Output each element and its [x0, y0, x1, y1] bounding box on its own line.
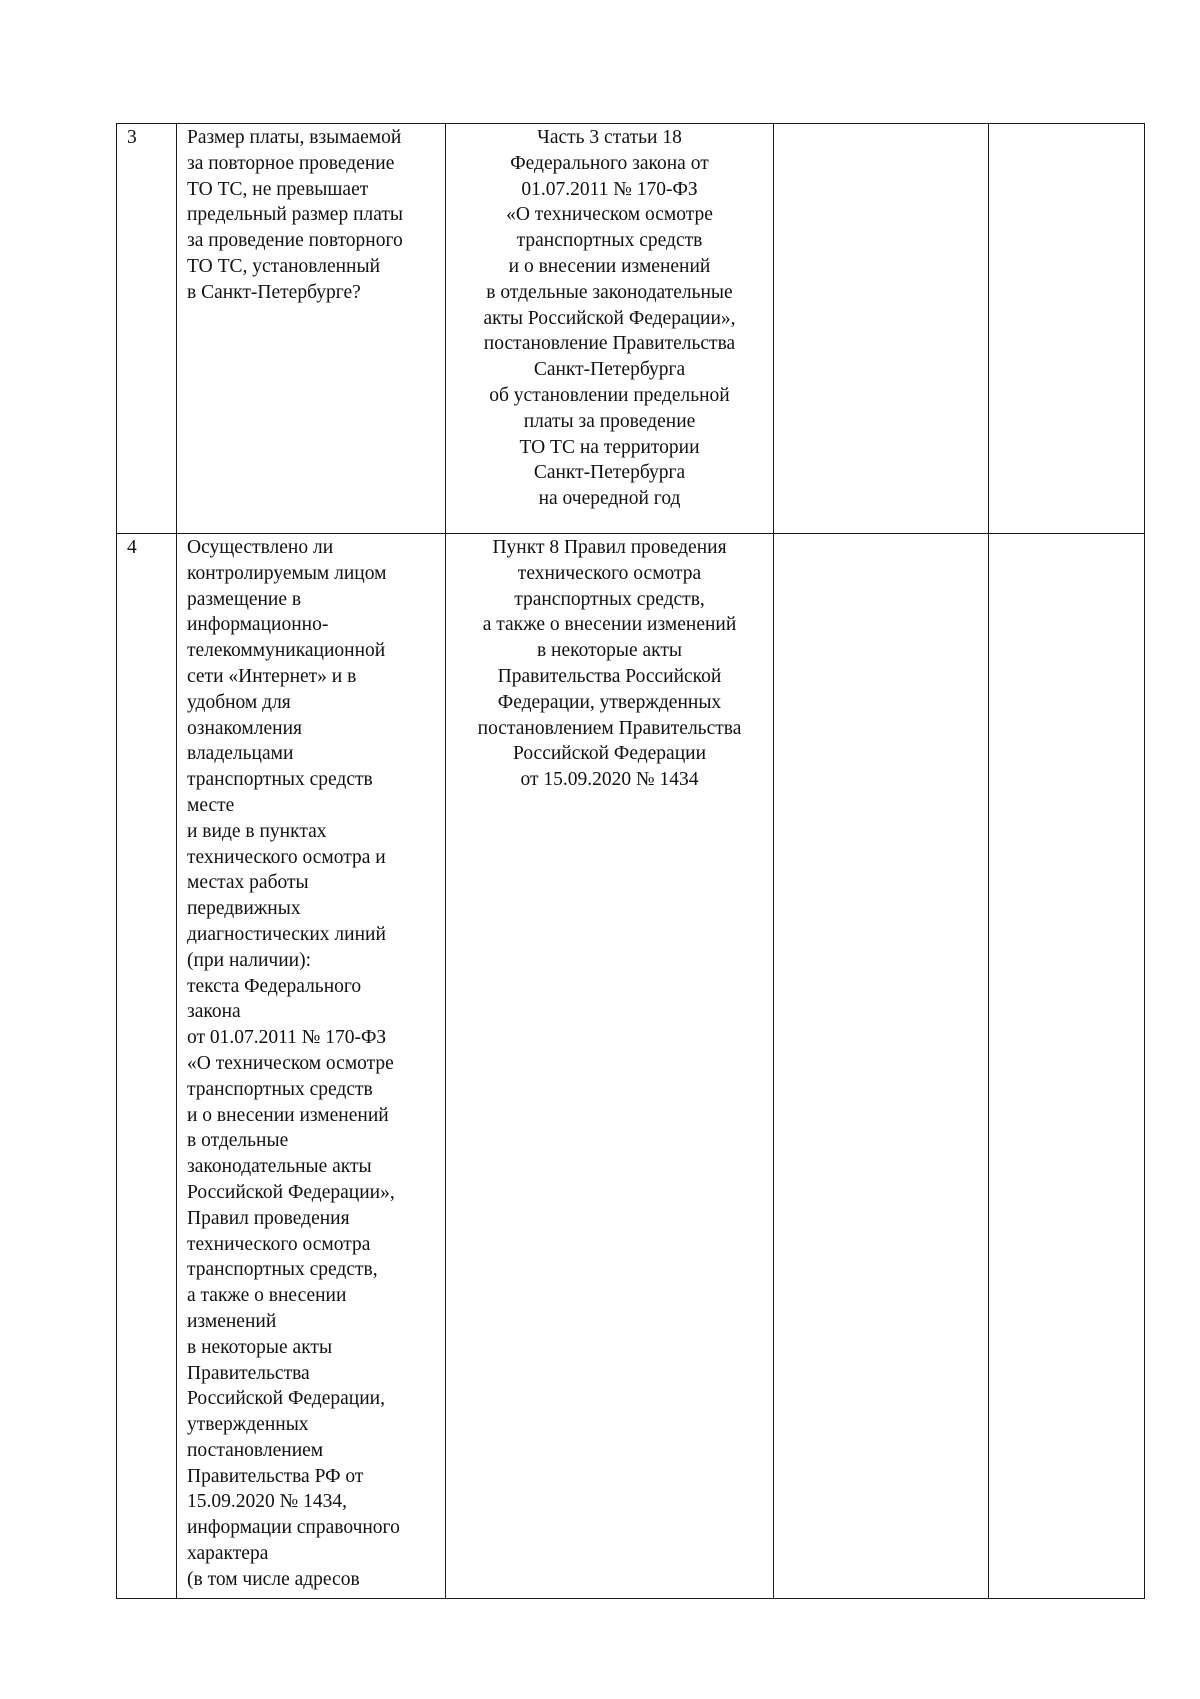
- text-line: от 15.09.2020 № 1434: [520, 769, 699, 791]
- text-line: технического осмотра и: [187, 846, 386, 868]
- table-row: [117, 534, 1145, 1599]
- text-line: 01.07.2011 № 170-ФЗ: [521, 178, 698, 200]
- text-line: Федерального закона от: [510, 152, 709, 174]
- text-line: постановление Правительства: [483, 333, 736, 355]
- text-line: акты Российской Федерации»,: [483, 307, 736, 329]
- text-line: об установлении предельной: [489, 384, 730, 406]
- text-line: в отдельные: [187, 1130, 289, 1152]
- text-line: Пункт 8 Правил проведения: [492, 537, 727, 558]
- text-line: Размер платы, взымаемой: [187, 127, 402, 148]
- note-cell: [989, 534, 1145, 1599]
- legal-reference-cell: [446, 534, 774, 1599]
- text-line: контролируемым лицом: [187, 562, 387, 584]
- text-line: ТО ТС, установленный: [187, 255, 381, 277]
- text-line: характера: [187, 1543, 269, 1565]
- row-number-cell: [117, 124, 177, 534]
- text-line: транспортных средств: [187, 1078, 373, 1100]
- text-line: текста Федерального: [187, 975, 362, 997]
- text-line: от 01.07.2011 № 170-ФЗ: [187, 1027, 387, 1049]
- text-line: на очередной год: [538, 488, 681, 510]
- text-line: и о внесении изменений: [187, 1104, 389, 1126]
- text-line: Правительства РФ от: [187, 1465, 364, 1487]
- text-line: Федерации, утвержденных: [497, 691, 722, 713]
- text-line: ТО ТС на территории: [519, 436, 700, 458]
- text-line: ознакомления: [187, 717, 302, 739]
- text-line: передвижных: [187, 898, 301, 920]
- text-line: технического осмотра: [517, 562, 702, 584]
- text-line: месте: [187, 794, 235, 816]
- checklist-table: [116, 123, 1145, 1599]
- text-line: утвержденных: [187, 1414, 309, 1436]
- text-line: а также о внесении изменений: [482, 614, 737, 636]
- legal-reference-cell: [446, 124, 774, 534]
- text-line: удобном для: [187, 691, 291, 713]
- text-line: транспортных средств,: [514, 588, 705, 610]
- note-cell: [989, 124, 1145, 534]
- text-line: и о внесении изменений: [508, 255, 711, 277]
- text-line: постановлением: [187, 1439, 324, 1461]
- text-line: «О техническом осмотре: [187, 1052, 394, 1074]
- text-line: 15.09.2020 № 1434,: [187, 1491, 347, 1513]
- text-line: владельцами: [187, 743, 294, 765]
- text-line: транспортных средств: [187, 769, 373, 791]
- table-row: [117, 124, 1145, 534]
- text-line: Правительства Российской: [497, 665, 722, 687]
- text-line: предельный размер платы: [187, 204, 404, 226]
- text-line: транспортных средств,: [187, 1259, 378, 1281]
- text-line: сети «Интернет» и в: [187, 665, 357, 687]
- text-line: (в том числе адресов: [187, 1568, 360, 1590]
- text-line: за повторное проведение: [187, 152, 395, 174]
- text-line: в некоторые акты: [536, 640, 683, 662]
- text-line: ТО ТС, не превышает: [187, 178, 369, 200]
- text-line: Правил проведения: [187, 1207, 350, 1229]
- text-line: Санкт-Петербурга: [533, 462, 686, 484]
- text-line: Часть 3 статьи 18: [537, 127, 682, 148]
- text-line: в некоторые акты: [187, 1336, 333, 1358]
- text-line: а также о внесении: [187, 1285, 347, 1307]
- text-line: в отдельные законодательные: [486, 281, 733, 303]
- text-line: в Санкт-Петербурге?: [187, 281, 361, 303]
- text-line: информационно-: [187, 614, 329, 636]
- answer-cell: [774, 124, 989, 534]
- text-line: Российской Федерации,: [187, 1388, 385, 1410]
- text-line: Российской Федерации: [512, 743, 707, 765]
- text-line: телекоммуникационной: [187, 640, 386, 662]
- text-line: технического осмотра: [187, 1233, 371, 1255]
- question-cell: [177, 534, 446, 1599]
- text-line: Осуществлено ли: [187, 537, 334, 558]
- question-cell: [177, 124, 446, 534]
- text-line: (при наличии):: [187, 949, 312, 971]
- text-line: информации справочного: [187, 1517, 400, 1539]
- text-line: законодательные акты: [187, 1156, 372, 1178]
- row-number: 4: [127, 537, 137, 558]
- text-line: диагностических линий: [187, 923, 386, 945]
- text-line: «О техническом осмотре: [506, 204, 713, 226]
- text-line: изменений: [187, 1310, 277, 1332]
- text-line: и виде в пунктах: [187, 820, 327, 842]
- text-line: за проведение повторного: [187, 230, 403, 252]
- text-line: Российской Федерации»,: [187, 1181, 395, 1203]
- text-line: постановлением Правительства: [477, 717, 742, 739]
- text-line: платы за проведение: [523, 410, 696, 432]
- text-line: размещение в: [187, 588, 302, 610]
- row-number: 3: [127, 127, 137, 148]
- text-line: транспортных средств: [516, 230, 703, 252]
- text-line: закона: [187, 1001, 241, 1023]
- text-line: местах работы: [187, 872, 309, 894]
- answer-cell: [774, 534, 989, 1599]
- row-number-cell: [117, 534, 177, 1599]
- text-line: Санкт-Петербурга: [533, 359, 686, 381]
- text-line: Правительства: [187, 1362, 310, 1384]
